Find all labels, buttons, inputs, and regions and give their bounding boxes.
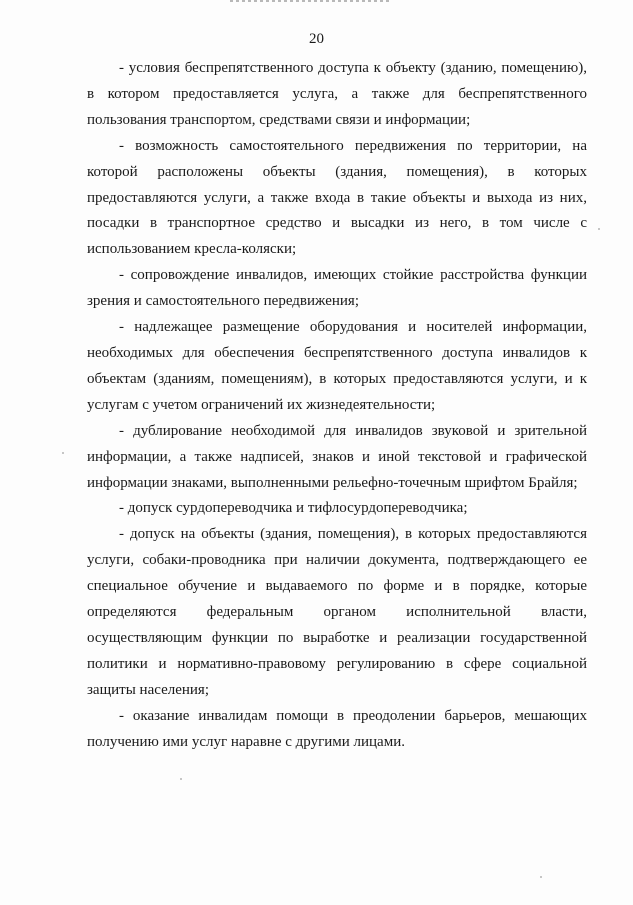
- paragraph-access-conditions: - условия беспрепятственного доступа к объекту (зданию, помещению), в котором предоставляется услуга, а также для беспрепятственного пользования транспортом, средствами связи и информации;: [87, 60, 587, 128]
- page-number: 20: [309, 31, 324, 47]
- paragraph-escort: - сопровождение инвалидов, имеющих стойкие расстройства функции зрения и самостоятельного передвижения;: [87, 267, 587, 310]
- scan-speck: [62, 452, 64, 454]
- paragraph-independent-movement: - возможность самостоятельного передвижения по территории, на которой расположены объекты (здания, помещения), в которых предоставляются услуги, а также входа в такие объекты и выхода из них, посадки в транспортное средство и высадки из него, в том числе с использованием кресла-коляски;: [87, 137, 587, 258]
- scan-speck: [180, 778, 182, 780]
- paragraph-barrier-assistance: - оказание инвалидам помощи в преодолении барьеров, мешающих получению ими услуг наравне с другими лицами.: [87, 707, 587, 750]
- paragraph-interpreter-admission: - допуск сурдопереводчика и тифлосурдопереводчика;: [119, 500, 468, 517]
- document-body: [87, 56, 587, 755]
- scan-speck: [540, 876, 542, 878]
- scan-speck: [598, 228, 600, 230]
- scan-top-edge: [230, 0, 390, 2]
- paragraph-information-duplication: - дублирование необходимой для инвалидов звуковой и зрительной информации, а также надписей, знаков и иной текстовой и графической информации знаками, выполненными рельефно-точечным шрифтом Брайля;: [87, 422, 587, 491]
- paragraph-guide-dog-admission: - допуск на объекты (здания, помещения), в которых предоставляются услуги, собаки-проводника при наличии документа, подтверждающего ее специальное обучение и выдаваемого по форме и в порядке, которые определяются федеральным органом исполнительной власти, осуществляющим функции по выработке и реализации государственной политики и нормативно-правовому регулированию в сфере социальной защиты населения;: [87, 526, 587, 698]
- paragraph-equipment-placement: - надлежащее размещение оборудования и носителей информации, необходимых для обеспечения беспрепятственного доступа инвалидов к объектам (зданиям, помещениям), в которых предоставляются услуги, и к услугам с учетом ограничений их жизнедеятельности;: [87, 319, 587, 413]
